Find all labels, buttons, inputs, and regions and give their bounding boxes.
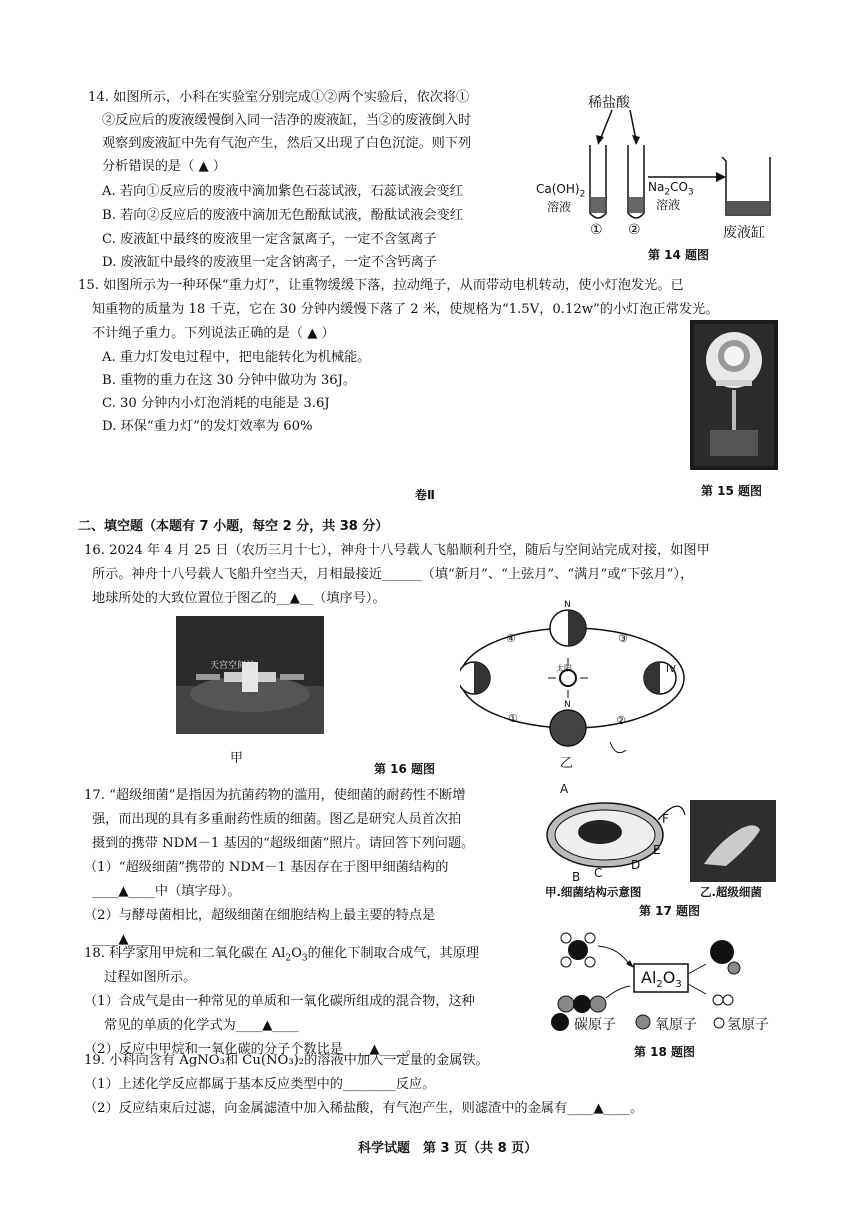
q15-option-a: A. 重力灯发电过程中，把电能转化为机械能。 bbox=[102, 350, 371, 365]
sun-label: 太阳 bbox=[556, 664, 572, 673]
carbon-atom-icon bbox=[550, 1012, 570, 1032]
q15-line2: 知重物的质量为 18 千克，它在 30 分钟内缓慢下落了 2 米，使规格为“1.5V，0.12w”的小灯泡正常发光。 bbox=[92, 302, 719, 317]
north-label-1: N bbox=[564, 600, 571, 610]
bacteria-label-a: A bbox=[560, 782, 569, 796]
q19-sub1: （1）上述化学反应都属于基本反应类型中的________反应。 bbox=[84, 1077, 436, 1092]
tube1-label: ① bbox=[590, 222, 603, 238]
q14-option-c: C. 废液缸中最终的废液里一定含氯离子，一定不含氢离子 bbox=[102, 232, 437, 247]
q18-sub2: 常见的单质的化学式为____▲____ bbox=[104, 1018, 299, 1033]
q19-sub2: （2）反应结束后过滤，向金属滤渣中加入稀盐酸，有气泡产生，则滤渣中的金属有____▲____。 bbox=[84, 1101, 644, 1116]
caoh-label: $Ca(OH)_2$ bbox=[536, 182, 586, 200]
oxygen-atom-icon bbox=[634, 1013, 652, 1031]
q17-sub2-blank: ____▲____ bbox=[92, 932, 155, 947]
q18-sub3: （2）反应中甲烷和一氧化碳的分子个数比是____▲____。 bbox=[84, 1042, 420, 1057]
q17-sub1: （1）“超级细菌”携带的 NDM－1 基因存在于图甲细菌结构的 bbox=[84, 860, 449, 875]
q16-line2: 所示。神舟十八号载人飞船升空当天，月相最接近______（填“新月”、“上弦月”、“满月”或“下弦月”）， bbox=[92, 567, 694, 582]
q17-sub1-blank: ____▲____中（填字母）。 bbox=[92, 884, 241, 899]
bacteria-label-f: F bbox=[662, 812, 669, 826]
space-station-photo bbox=[176, 616, 324, 734]
bacteria-label-e: E bbox=[653, 843, 661, 857]
orbit-pos-1: ① bbox=[508, 712, 518, 725]
q14-line2: ②反应后的废液缓慢倒入同一洁净的废液缸，当②的废液倒入时 bbox=[102, 113, 472, 128]
page-footer: 科学试题 第 3 页（共 8 页） bbox=[358, 1141, 538, 1156]
catalyst-label: $Al_2O_3$ bbox=[641, 968, 682, 991]
acid-label: 稀盐酸 bbox=[588, 95, 630, 111]
q17-line2: 强，而出现的具有多重耐药性质的细菌。图乙是研究人员首次拍 bbox=[92, 812, 462, 827]
q14-option-b: B. 若向②反应后的废液中滴加无色酚酞试液，酚酞试液会变红 bbox=[102, 208, 463, 223]
q14-line1: 14. 如图所示，小科在实验室分别完成①②两个实验后，依次将① bbox=[88, 90, 470, 105]
q14-line4: 分析错误的是（ ▲ ） bbox=[102, 159, 227, 174]
q17-line1: 17. “超级细菌”是指因为抗菌药物的滥用，使细菌的耐药性不断增 bbox=[84, 788, 466, 803]
solution2-label: 溶液 bbox=[656, 198, 681, 212]
bacteria-label-b: B bbox=[572, 870, 581, 884]
orbit-pos-iv: IV bbox=[666, 664, 676, 675]
q16-line3: 地球所处的大致位置位于图乙的__▲__（填序号）。 bbox=[92, 591, 386, 606]
q16-line1: 16. 2024 年 4 月 25 日（农历三月十七），神舟十八号载人飞船顺利升空，随后与空间站完成对接，如图甲 bbox=[84, 543, 710, 558]
solution1-label: 溶液 bbox=[547, 200, 572, 214]
q14-option-d: D. 废液缸中最终的废液里一定含钠离子，一定不含钙离子 bbox=[102, 255, 437, 270]
space-station-label: 天宫空间站 bbox=[210, 661, 256, 671]
legend-carbon: 碳原子 bbox=[574, 1017, 616, 1033]
q18-line1: 18. 科学家用甲烷和二氧化碳在 $Al_2O_3$的催化下制取合成气，其原理 bbox=[84, 946, 480, 964]
figure-jia-label: 甲 bbox=[230, 751, 244, 766]
q14-option-a: A. 若向①反应后的废液中滴加紫色石蕊试液，石蕊试液会变红 bbox=[102, 184, 463, 199]
q14-line3: 观察到废液缸中先有气泡产生，然后又出现了白色沉淀。则下列 bbox=[102, 136, 472, 151]
bacteria-label-c: C bbox=[594, 866, 603, 880]
section-2-heading: 二、填空题（本题有 7 小题，每空 2 分，共 38 分） bbox=[78, 519, 389, 534]
orbit-pos-2: ② bbox=[616, 714, 626, 727]
waste-label: 废液缸 bbox=[723, 225, 765, 241]
earth-orbit-diagram bbox=[460, 600, 720, 770]
na2co3-label: $Na_2CO_3$ bbox=[648, 180, 694, 198]
q15-line1: 15. 如图所示为一种环保“重力灯”，让重物缓缓下落，拉动绳子，从而带动电机转动，使小灯泡发光。已 bbox=[78, 278, 684, 293]
q16-caption: 第 16 题图 bbox=[374, 762, 436, 776]
q19-line1: 19. 小科向含有 AgNO₃和 Cu(NO₃)₂的溶液中加入一定量的金属铁。 bbox=[84, 1053, 489, 1068]
q15-caption: 第 15 题图 bbox=[701, 484, 763, 498]
q15-option-d: D. 环保“重力灯”的发灯效率为 60% bbox=[102, 419, 313, 434]
figure-yi-label: 乙 bbox=[560, 756, 574, 771]
q15-option-b: B. 重物的重力在这 30 分钟中做功为 36J。 bbox=[102, 373, 357, 388]
q17-sub2: （2）与酵母菌相比，超级细菌在细胞结构上最主要的特点是 bbox=[84, 908, 436, 923]
bacteria-structure-diagram bbox=[540, 790, 690, 880]
volume-ii-heading: 卷Ⅱ bbox=[415, 488, 435, 502]
q15-line3: 不计绳子重力。下列说法正确的是（ ▲ ） bbox=[92, 326, 335, 341]
q14-caption: 第 14 题图 bbox=[648, 248, 710, 262]
legend-oxygen: 氧原子 bbox=[655, 1017, 697, 1033]
bacteria-label-d: D bbox=[631, 858, 641, 872]
legend-hydrogen: 氢原子 bbox=[727, 1017, 769, 1033]
q17-line3: 摄到的携带 NDM－1 基因的“超级细菌”照片。请回答下列问题。 bbox=[92, 836, 475, 851]
orbit-pos-3: ③ bbox=[618, 632, 628, 645]
bacteria-caption-yi: 乙.超级细菌 bbox=[700, 885, 762, 899]
q18-line2: 过程如图所示。 bbox=[104, 970, 197, 985]
north-label-2: N bbox=[564, 700, 571, 710]
super-bacteria-photo bbox=[690, 800, 776, 882]
bacteria-caption-jia: 甲.细菌结构示意图 bbox=[545, 885, 642, 899]
q15-option-c: C. 30 分钟内小灯泡消耗的电能是 3.6J bbox=[102, 396, 330, 411]
orbit-pos-4: ④ bbox=[506, 632, 516, 645]
gravity-lamp-photo bbox=[690, 320, 778, 470]
q18-caption: 第 18 题图 bbox=[634, 1045, 696, 1059]
q17-caption: 第 17 题图 bbox=[639, 904, 701, 918]
tube2-label: ② bbox=[628, 222, 641, 238]
hydrogen-atom-icon bbox=[712, 1016, 726, 1030]
q18-sub1: （1）合成气是由一种常见的单质和一氧化碳所组成的混合物，这种 bbox=[84, 994, 475, 1009]
